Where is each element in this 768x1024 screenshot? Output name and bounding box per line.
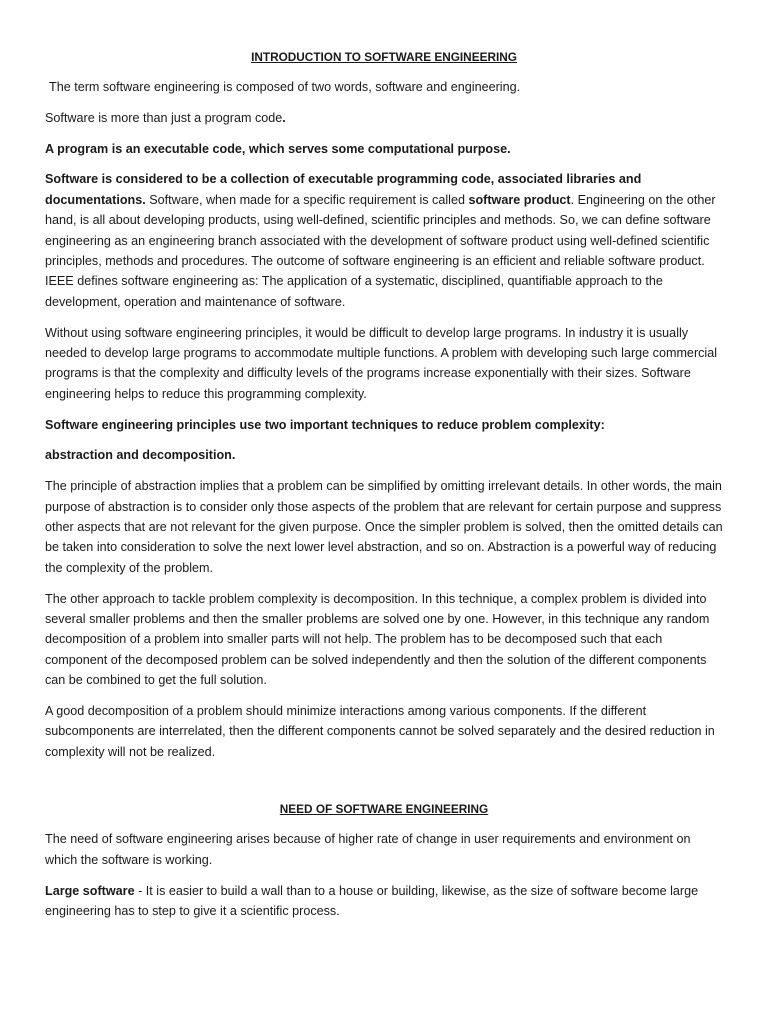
software-product-term: software product: [468, 192, 571, 207]
paragraph-need-arises: The need of software engineering arises because of higher rate of change in user requirements and environment on which the software is working.: [45, 832, 691, 867]
section-title-introduction: INTRODUCTION TO SOFTWARE ENGINEERING: [251, 50, 517, 64]
paragraph-abstraction-decomposition: [45, 445, 723, 465]
program-definition-text: A program is an executable code, which serves some computational purpose.: [45, 141, 511, 156]
paragraph-two-techniques: [45, 415, 723, 435]
paragraph-software-more-than-code-period: .: [282, 110, 286, 125]
large-software-text: - It is easier to build a wall than to a house or building, likewise, as the size of software become large engineering has to step to give it a scientific process.: [45, 883, 699, 918]
software-collection-text-b: . Engineering on the other hand, is all about developing products, using well-defined, scientific principles and methods. So, we can define software engineering as an engineering branch associated with the development of software product using well-defined scientific principles, methods and procedures. The outcome of software engineering is an efficient and reliable software product. IEEE defines software engineering as: The application of a systematic, disciplined, quantifiable approach to the development, operation and maintenance of software.: [45, 192, 716, 309]
paragraph-good-decomposition: A good decomposition of a problem should minimize interactions among various components. If the different subcomponents are interrelated, then the different components cannot be solved separately and the desired reduction in complexity will not be realized.: [45, 704, 715, 759]
software-collection-text-a: Software, when made for a specific requirement is called: [145, 192, 469, 207]
paragraph-software-more-than-code: [45, 108, 723, 128]
software-collection-lead: Software is considered to be a collection of executable programming code, associated libraries and documentations.: [45, 172, 642, 207]
large-software-lead: Large software: [45, 883, 135, 898]
abstraction-decomposition-text: abstraction and decomposition.: [45, 448, 236, 463]
paragraph-abstraction: The principle of abstraction implies that a problem can be simplified by omitting irrelevant details. In other words, the main purpose of abstraction is to consider only those aspects of the problem that are relevant for certain purpose and suppress other aspects that are not relevant for the given purpose. Once the simpler problem is solved, then the omitted details can be taken into consideration to solve the next lower level abstraction, and so on. Abstraction is a powerful way of reducing the complexity of the problem.: [45, 479, 723, 575]
paragraph-decomposition: The other approach to tackle problem complexity is decomposition. In this technique, a complex problem is divided into several smaller problems and then the smaller problems are solved one by one. However, in this technique any random decomposition of a problem into smaller parts will not help. The problem has to be decomposed such that each component of the decomposed problem can be solved independently and then the solution of the different components can be combined to get the full solution.: [45, 591, 710, 688]
document-page: [45, 47, 723, 932]
section-title-need: NEED OF SOFTWARE ENGINEERING: [279, 802, 489, 817]
paragraph-without-principles: Without using software engineering principles, it would be difficult to develop large programs. In industry it is usually needed to develop large programs to accommodate multiple functions. A problem with developing such large commercial programs is that the complexity and difficulty levels of the programs increase exponentially with their sizes. Software engineering helps to reduce this programming complexity.: [45, 325, 718, 401]
paragraph-large-software: [45, 881, 723, 922]
paragraph-term-definition: The term software engineering is composed of two words, software and engineering.: [49, 80, 521, 94]
paragraph-program-definition: [45, 139, 723, 159]
two-techniques-text: Software engineering principles use two important techniques to reduce problem complexity:: [45, 417, 605, 432]
paragraph-software-more-than-code-text: Software is more than just a program code: [45, 110, 283, 125]
paragraph-software-collection: [45, 169, 723, 312]
